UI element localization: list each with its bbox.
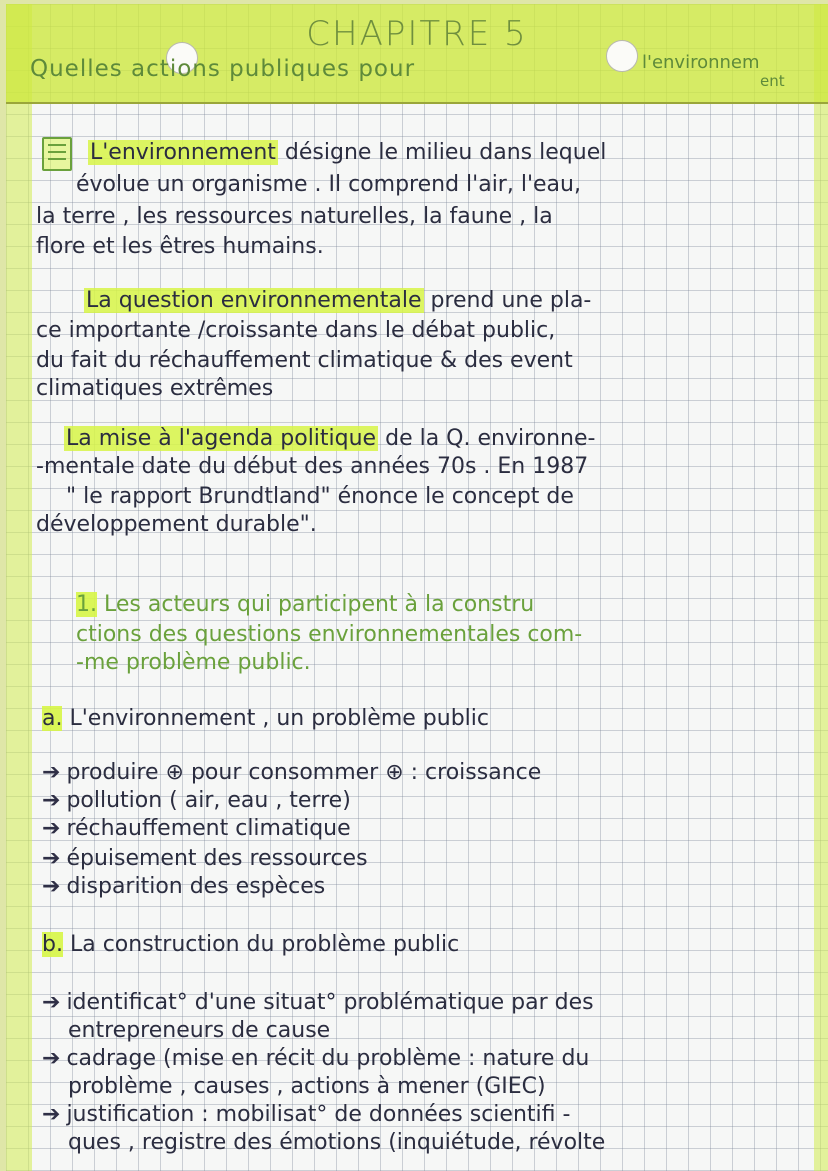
section1-number: 1. xyxy=(76,592,97,617)
arrow-icon: ➔ xyxy=(42,1102,61,1127)
intro-term: L'environnement xyxy=(90,140,276,165)
left-margin-highlight xyxy=(6,4,32,1171)
sub-a-item-2-text: pollution ( air, eau , terre) xyxy=(66,788,351,813)
sub-a-item-2 xyxy=(42,786,351,816)
sub-a-title: L'environnement , un problème public xyxy=(69,706,489,731)
arrow-icon: ➔ xyxy=(42,1046,61,1071)
arrow-icon: ➔ xyxy=(42,846,61,871)
sub-b-item-3 xyxy=(42,1100,570,1130)
sub-a-item-4 xyxy=(42,844,368,874)
para2-line1-rest: prend une pla- xyxy=(423,288,592,313)
sub-b-item-3-line-2: ques , registre des émotions (inquiétude, révolte xyxy=(68,1130,606,1155)
sub-b-item-1-line-2: entrepreneurs de cause xyxy=(68,1018,331,1043)
arrow-icon: ➔ xyxy=(42,874,61,899)
chapter-subtitle: Quelles actions publiques pour xyxy=(30,56,416,82)
para3-term: La mise à l'agenda politique xyxy=(66,426,377,451)
arrow-icon: ➔ xyxy=(42,788,61,813)
para3-line-4: développement durable". xyxy=(36,512,317,537)
para2-term: La question environnementale xyxy=(86,288,422,313)
intro-line1-rest: désigne le milieu dans lequel xyxy=(277,140,607,165)
para3-line-2: -mentale date du début des années 70s . En 1987 xyxy=(36,454,589,479)
intro-line-4: flore et les êtres humains. xyxy=(36,234,324,259)
intro-line-2: évolue un organisme . Il comprend l'air, l'eau, xyxy=(76,172,581,197)
sub-b-item-1 xyxy=(42,988,594,1018)
sub-b-heading xyxy=(42,930,459,960)
sub-a-item-5 xyxy=(42,872,325,902)
sub-b-item-2 xyxy=(42,1044,589,1074)
para3-line-1 xyxy=(64,424,595,454)
arrow-icon: ➔ xyxy=(42,816,61,841)
para3-line1-rest: de la Q. environne- xyxy=(378,426,596,451)
notebook-page xyxy=(6,4,828,1171)
arrow-icon: ➔ xyxy=(42,760,61,785)
sub-a-letter: a. xyxy=(42,706,63,731)
document-icon xyxy=(42,137,72,171)
para2-line-2: ce importante /croissante dans le débat public, xyxy=(36,318,556,343)
sub-a-item-5-text: disparition des espèces xyxy=(66,874,326,899)
section1-line-2: ctions des questions environnementales com- xyxy=(76,622,583,647)
sub-b-item-2-line-1: cadrage (mise en récit du problème : nature du xyxy=(66,1046,590,1071)
para2-line-1 xyxy=(84,286,591,316)
sub-b-item-1-line-1: identificat° d'une situat° problématique par des xyxy=(66,990,594,1015)
sub-a-heading xyxy=(42,704,489,734)
sub-a-item-4-text: épuisement des ressources xyxy=(66,846,368,871)
sub-a-item-3-text: réchauffement climatique xyxy=(66,816,351,841)
intro-line-3: la terre , les ressources naturelles, la faune , la xyxy=(36,204,553,229)
chapter-subtitle-tail xyxy=(642,54,802,90)
sub-a-item-1-text: produire ⊕ pour consommer ⊕ : croissance xyxy=(66,760,542,785)
sub-a-item-1 xyxy=(42,758,541,788)
subtitle-tail-line1: l'environnem xyxy=(642,52,760,73)
sub-b-item-3-line-1: justification : mobilisat° de données scientifi - xyxy=(66,1102,571,1127)
para2-line-4: climatiques extrêmes xyxy=(36,376,274,401)
section1-title-1: Les acteurs qui participent à la constru xyxy=(104,592,535,617)
sub-a-item-3 xyxy=(42,814,351,844)
chapter-title: CHAPITRE 5 xyxy=(306,14,528,54)
sub-b-item-2-line-2: problème , causes , actions à mener (GIEC) xyxy=(68,1074,546,1099)
sub-b-title: La construction du problème public xyxy=(69,932,460,957)
intro-line-1 xyxy=(88,138,606,168)
section1-line-3: -me problème public. xyxy=(76,650,311,675)
right-margin-highlight xyxy=(814,4,828,1171)
arrow-icon: ➔ xyxy=(42,990,61,1015)
para2-line-3: du fait du réchauffement climatique & des event xyxy=(36,348,573,373)
sub-b-letter: b. xyxy=(42,932,63,957)
para3-line-3: " le rapport Brundtland" énonce le concept de xyxy=(66,484,574,509)
subtitle-tail-line2: ent xyxy=(760,72,785,90)
section1-line-1 xyxy=(76,590,534,620)
